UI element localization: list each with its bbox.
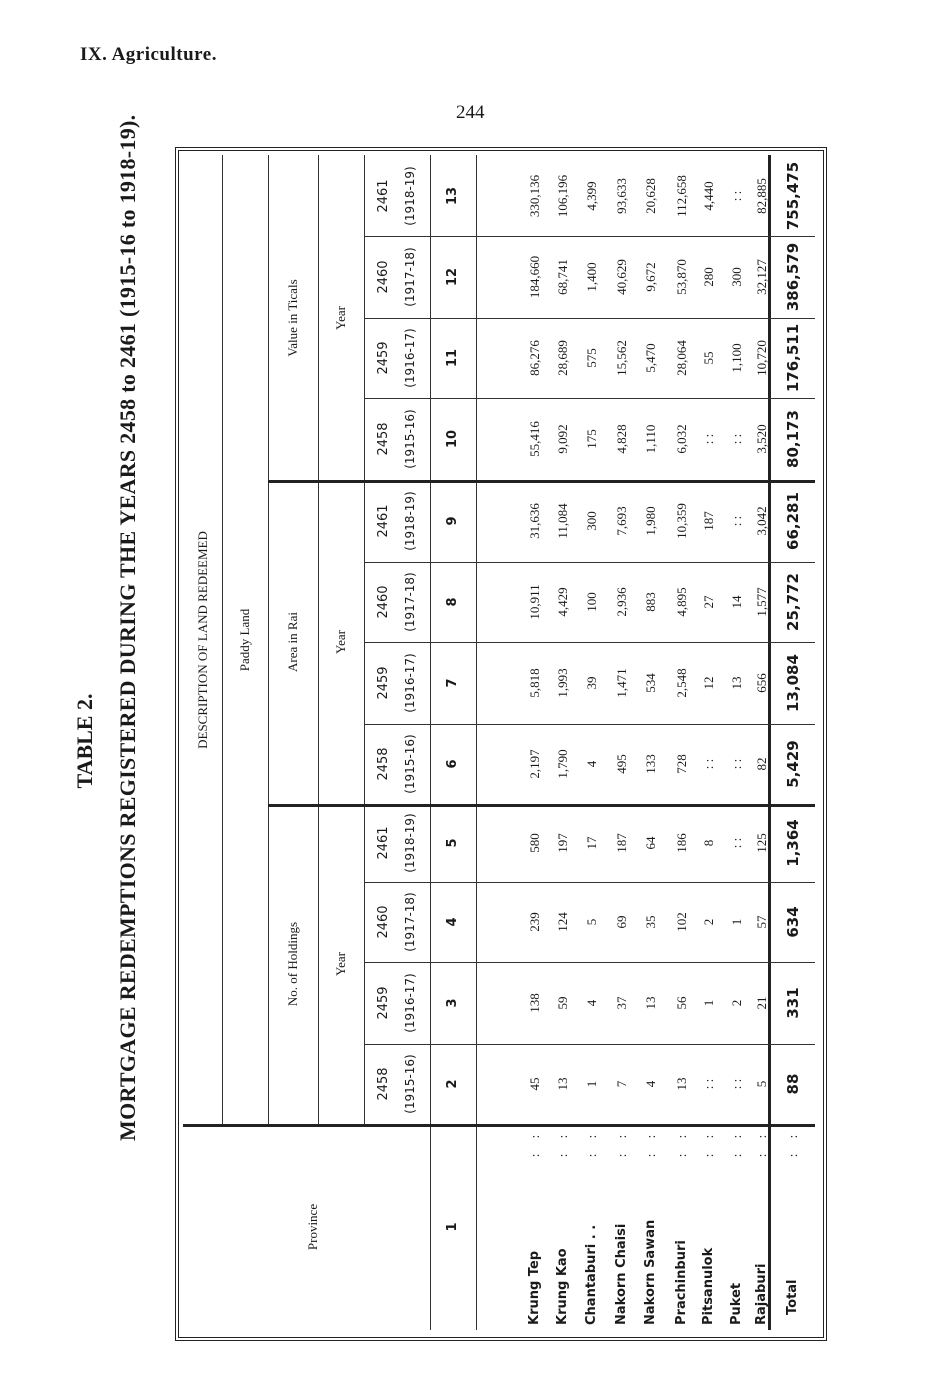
- area-value: 300: [584, 511, 599, 531]
- holdings-value: 5: [754, 1080, 769, 1088]
- year-label: 2459: [376, 986, 391, 1020]
- rule-value-area: [268, 480, 815, 483]
- value-value: 53,870: [674, 259, 689, 295]
- holdings-value: 13: [674, 1077, 689, 1091]
- rule-colnum: [476, 155, 477, 1330]
- area-value: 1,980: [643, 506, 658, 536]
- total-value-value: 80,173: [784, 410, 802, 468]
- period-label: (1915-16): [403, 409, 417, 469]
- holdings-value: 37: [614, 996, 629, 1010]
- rule-col-2: [364, 398, 815, 399]
- leader-dots: : :: [729, 1128, 744, 1158]
- holdings-year-header: Year: [333, 952, 348, 976]
- total-area-value: 25,772: [784, 573, 802, 631]
- value-value: 300: [729, 267, 744, 287]
- area-value: 4: [584, 760, 599, 768]
- column-number: 11: [445, 348, 460, 368]
- redemptions-table: [175, 147, 827, 1341]
- area-value: 10,359: [674, 503, 689, 539]
- area-value: 7,693: [614, 506, 629, 536]
- province-header: Province: [305, 1203, 320, 1251]
- area-value: 1,993: [555, 668, 570, 698]
- value-value: 1,110: [643, 424, 658, 454]
- period-label: (1917-18): [403, 572, 417, 632]
- area-value: 534: [643, 673, 658, 693]
- rule-col-1: [364, 318, 815, 319]
- total-holdings-value: 634: [784, 906, 802, 938]
- value-value: 575: [584, 348, 599, 368]
- year-label: 2461: [376, 504, 391, 538]
- holdings-value: 4: [584, 999, 599, 1007]
- total-holdings-value: 331: [784, 987, 802, 1019]
- column-number: 2: [445, 1079, 460, 1089]
- area-value: 495: [614, 754, 629, 774]
- value-value: 28,064: [674, 340, 689, 376]
- value-value: 1,100: [729, 343, 744, 373]
- value-value: 40,629: [614, 259, 629, 295]
- value-value: 15,562: [614, 340, 629, 376]
- value-header: Value in Ticals: [285, 278, 300, 357]
- holdings-value: 7: [614, 1080, 629, 1088]
- year-label: 2459: [376, 341, 391, 375]
- area-value: 3,042: [754, 506, 769, 536]
- description-header: DESCRIPTION OF LAND REDEEMED: [194, 530, 210, 749]
- province-name: Puket: [729, 1282, 744, 1325]
- holdings-value: 13: [643, 996, 658, 1010]
- holdings-value: 187: [614, 833, 629, 853]
- year-label: 2460: [376, 260, 391, 294]
- total-area-value: 66,281: [784, 492, 802, 550]
- leader-dots: : :: [754, 1128, 769, 1158]
- holdings-value: 21: [754, 996, 769, 1010]
- total-area-value: 13,084: [784, 654, 802, 712]
- holdings-value: 239: [527, 912, 542, 932]
- total-value-value: 755,475: [784, 161, 802, 230]
- area-value: 187: [701, 511, 716, 531]
- rule-period: [430, 155, 431, 1330]
- holdings-value: 17: [584, 836, 599, 850]
- period-label: (1916-17): [403, 328, 417, 388]
- column-number: 13: [445, 186, 460, 205]
- rule-description: [222, 155, 223, 1124]
- leader-dots: : :: [674, 1128, 689, 1158]
- column-number: 3: [445, 998, 460, 1008]
- value-value: 20,628: [643, 177, 658, 214]
- leader-dots: : :: [555, 1128, 570, 1158]
- holdings-value: 35: [643, 915, 658, 929]
- holdings-value: 8: [701, 839, 716, 847]
- province-name: Pitsanulok: [701, 1247, 716, 1325]
- holdings-value: 2: [729, 999, 744, 1007]
- rule-col-0: [364, 236, 815, 237]
- holdings-value: 102: [674, 912, 689, 932]
- area-value: : :: [729, 758, 744, 770]
- period-label: (1916-17): [403, 973, 417, 1033]
- holdings-value: 4: [643, 1080, 658, 1088]
- total-area-value: 5,429: [784, 740, 802, 788]
- total-label: Total: [785, 1279, 800, 1315]
- leader-dots: : :: [527, 1128, 542, 1158]
- holdings-value: 580: [527, 833, 542, 853]
- rule-col-a1: [364, 642, 815, 643]
- area-value: 728: [674, 754, 689, 774]
- area-year-header: Year: [333, 630, 348, 654]
- year-label: 2458: [376, 1067, 391, 1101]
- value-value: 9,672: [643, 262, 658, 292]
- value-value: 86,276: [527, 340, 542, 376]
- holdings-value: 1: [584, 1080, 599, 1088]
- province-name: Nakorn Chaisi: [614, 1223, 629, 1325]
- province-name: Krung Kao: [555, 1248, 570, 1325]
- holdings-value: 1: [701, 999, 716, 1007]
- rule-holdings-province: [183, 1124, 815, 1127]
- year-label: 2460: [376, 905, 391, 939]
- holdings-value: : :: [729, 1078, 744, 1090]
- leader-dots: : :: [785, 1128, 800, 1158]
- leader-dots: : :: [643, 1128, 658, 1158]
- value-value: 82,885: [754, 177, 769, 214]
- value-value: 5,470: [643, 343, 658, 373]
- column-number: 7: [445, 678, 460, 688]
- area-value: 14: [729, 595, 744, 609]
- value-value: 6,032: [674, 424, 689, 454]
- period-label: (1918-19): [403, 165, 417, 226]
- area-header: Area in Rai: [285, 612, 300, 672]
- holdings-value: 56: [674, 996, 689, 1010]
- total-value-value: 176,511: [784, 323, 802, 393]
- leader-dots: : :: [614, 1128, 629, 1158]
- year-label: 2458: [376, 747, 391, 781]
- value-value: 106,196: [555, 174, 570, 217]
- rule-col-a0: [364, 562, 815, 563]
- leader-dots: : :: [701, 1128, 716, 1158]
- period-label: (1917-18): [403, 892, 417, 952]
- holdings-value: 57: [754, 915, 769, 929]
- area-value: 1,577: [754, 587, 769, 617]
- period-label: (1917-18): [403, 247, 417, 307]
- area-value: 11,084: [555, 503, 570, 539]
- holdings-value: : :: [701, 1078, 716, 1090]
- holdings-header: No. of Holdings: [285, 921, 300, 1007]
- area-value: 5,818: [527, 668, 542, 698]
- column-number: 9: [445, 516, 460, 526]
- holdings-value: 59: [555, 996, 570, 1010]
- year-label: 2460: [376, 585, 391, 619]
- value-value: 32,127: [754, 259, 769, 295]
- column-number: 8: [445, 597, 460, 607]
- period-label: (1915-16): [403, 1054, 417, 1114]
- page-number: 244: [456, 102, 485, 123]
- value-year-header: Year: [333, 305, 348, 330]
- area-value: 1,471: [614, 668, 629, 698]
- province-name: Krung Tep: [527, 1250, 542, 1325]
- period-label: (1918-19): [403, 491, 417, 551]
- holdings-value: 124: [555, 912, 570, 932]
- area-value: 10,911: [527, 584, 542, 620]
- period-label: (1915-16): [403, 734, 417, 794]
- value-value: 175: [584, 429, 599, 449]
- year-label: 2461: [376, 826, 391, 860]
- holdings-value: 5: [584, 918, 599, 926]
- holdings-value: 45: [527, 1077, 542, 1091]
- paddy-land-header: Paddy Land: [237, 608, 252, 671]
- area-value: 31,636: [527, 503, 542, 539]
- holdings-value: 125: [754, 833, 769, 853]
- area-value: 656: [754, 673, 769, 693]
- area-value: 2,197: [527, 749, 542, 779]
- holdings-value: : :: [729, 837, 744, 849]
- value-value: 280: [701, 267, 716, 287]
- total-value-value: 386,579: [784, 242, 802, 312]
- area-value: 100: [584, 592, 599, 612]
- area-value: 13: [729, 676, 744, 690]
- holdings-value: 13: [555, 1077, 570, 1091]
- province-name: Chantaburi . .: [584, 1224, 599, 1325]
- rule-col-h1: [364, 962, 815, 963]
- area-value: 2,936: [614, 587, 629, 617]
- area-value: : :: [701, 758, 716, 770]
- rule-paddy: [268, 155, 269, 1124]
- value-value: 93,633: [614, 177, 629, 214]
- area-value: 4,429: [555, 587, 570, 617]
- rule-col-h0: [364, 882, 815, 883]
- rule-col-a2: [364, 724, 815, 725]
- value-value: 4,828: [614, 424, 629, 454]
- value-value: 4,399: [584, 180, 599, 211]
- year-label: 2461: [376, 178, 391, 213]
- value-value: 112,658: [674, 174, 689, 217]
- area-value: 1,790: [555, 749, 570, 779]
- area-value: 12: [701, 676, 716, 690]
- section-label: IX. Agriculture.: [80, 44, 217, 65]
- area-value: 39: [584, 676, 599, 690]
- area-value: 133: [643, 754, 658, 774]
- value-value: 184,660: [527, 255, 542, 299]
- period-label: (1918-19): [403, 813, 417, 873]
- leader-dots: : :: [584, 1128, 599, 1158]
- rule-group: [318, 155, 319, 1124]
- rule-year: [364, 155, 365, 1124]
- column-number: 12: [445, 267, 460, 287]
- table-title: MORTGAGE REDEMPTIONS REGISTERED DURING THE YEARS 2458 to 2461 (1915-16 to 1918-19).: [115, 114, 140, 1141]
- total-holdings-value: 88: [784, 1073, 802, 1095]
- column-number: 5: [445, 838, 460, 848]
- column-number: 1: [445, 1222, 460, 1232]
- column-number: 10: [445, 429, 460, 449]
- holdings-value: 64: [643, 836, 658, 850]
- value-value: 68,741: [555, 259, 570, 295]
- year-label: 2459: [376, 666, 391, 700]
- value-value: 28,689: [555, 340, 570, 376]
- area-value: 82: [754, 757, 769, 771]
- value-value: 1,400: [584, 262, 599, 292]
- province-name: Rajaburi: [754, 1263, 769, 1325]
- value-value: 330,136: [527, 174, 542, 217]
- value-value: 9,092: [555, 424, 570, 454]
- column-number: 4: [445, 917, 460, 927]
- province-name: Prachinburi: [674, 1240, 689, 1325]
- total-holdings-value: 1,364: [784, 819, 802, 867]
- year-label: 2458: [376, 422, 391, 456]
- province-name: Nakorn Sawan: [643, 1219, 658, 1325]
- holdings-value: 2: [701, 918, 716, 926]
- area-value: 2,548: [674, 668, 689, 698]
- table-number: TABLE 2.: [72, 693, 97, 789]
- value-value: : :: [729, 433, 744, 445]
- area-value: : :: [729, 515, 744, 527]
- column-number: 6: [445, 759, 460, 769]
- period-label: (1916-17): [403, 653, 417, 713]
- value-value: 55,416: [527, 421, 542, 457]
- holdings-value: 69: [614, 915, 629, 929]
- value-value: 55: [701, 351, 716, 365]
- area-value: 4,895: [674, 587, 689, 617]
- holdings-value: 197: [555, 833, 570, 853]
- value-value: 4,440: [701, 180, 716, 211]
- area-value: 883: [643, 592, 658, 612]
- value-value: : :: [729, 190, 744, 201]
- holdings-value: 186: [674, 833, 689, 853]
- rule-col-h2: [364, 1044, 815, 1045]
- holdings-value: 1: [729, 918, 744, 926]
- value-value: : :: [701, 433, 716, 445]
- area-value: 27: [701, 595, 716, 609]
- holdings-value: 138: [527, 993, 542, 1013]
- value-value: 3,520: [754, 424, 769, 454]
- value-value: 10,720: [754, 340, 769, 376]
